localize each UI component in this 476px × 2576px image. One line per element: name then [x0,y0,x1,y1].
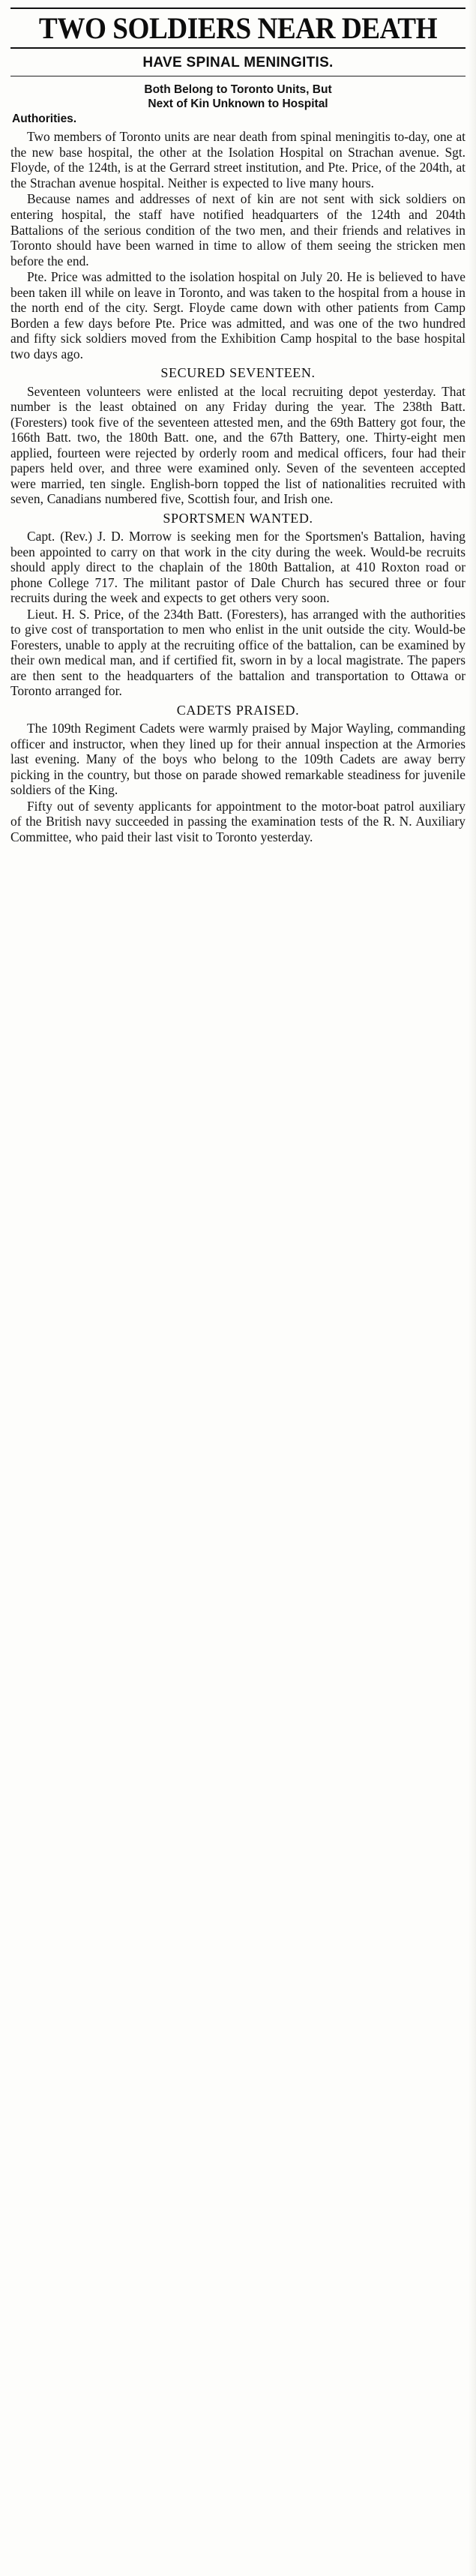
subheading-primary: HAVE SPINAL MENINGITIS. [142,54,334,70]
section-paragraph-secured-seventeen-1: Seventeen volunteers were enlisted at the local recruiting depot yesterday. That number is the least obtained on any Friday during the year. The 238th Batt. (Foresters) took five of the seventeen attested men, and the 69th Battery got four, the 166th Batt. two, the 180th Batt. one, and the 67th Battery, one. Thirty-eight men applied, fourteen were rejected by orderly room and medical officers, four had their papers held over, and three were examined only. Seven of the seventeen accepted were married, ten single. English-born topped the list of nationalities recruited with seven, Canadians numbered five, Scottish four, and Irish one. [10,383,466,507]
lead-paragraph-2: Because names and addresses of next of kin are not sent with sick soldiers on entering hospital, the staff have notified headquarters of the 124th and 204th Battalions of the serious condition of the two men, and their friends and relatives in Toronto should have been warned in time to allow of them seeing the stricken men before the end. [10,191,466,268]
section-paragraph-cadets-praised-1: The 109th Regiment Cadets were warmly praised by Major Wayling, commanding officer and instructor, when they lined up for their annual inspection at the Armories last evening. Many of the boys who belong to the 109th Cadets are away berry picking in the country, but those on parade showed remarkable steadiness for juvenile soldiers of the King. [10,721,466,798]
subheading-secondary-line-2: Next of Kin Unknown to Hospital [148,97,328,111]
lead-paragraph-1: Two members of Toronto units are near death from spinal meningitis to-day, one at the new base hospital, the other at the Isolation Hospital on Strachan avenue. Sgt. Floyde, of the 124th, is at the Gerrard street institution, and Pte. Price, of the 204th, at the Strachan avenue hospital. Neither is expected to live many hours. [10,129,466,190]
section-paragraph-sportsmen-wanted-2: Lieut. H. S. Price, of the 234th Batt. (Foresters), has arranged with the authorities to give cost of transportation to men who enlist in the unit outside the city. Would-be Foresters, unable to apply at the recruiting office of the battalion, can be examined by their own medical man, and if certified fit, sworn in by a local magistrate. The papers are then sent to the headquarters of the battalion and transportation to Ottawa or Toronto arranged for. [10,606,466,699]
subheading-secondary-line-1: Both Belong to Toronto Units, But [144,82,332,96]
section-heading-cadets-praised: CADETS PRAISED. [176,702,300,718]
top-rule [10,7,466,9]
subheading-secondary [10,82,466,127]
subheading-secondary-line-3: Authorities. [12,112,77,125]
page-title: TWO SOLDIERS NEAR DEATH [38,11,438,45]
article-body [10,129,466,844]
section-paragraph-cadets-praised-2: Fifty out of seventy applicants for appointment to the motor-boat patrol auxiliary of the British navy succeeded in passing the examination tests of the R. N. Auxiliary Committee, who paid their last visit to Toronto yesterday. [10,798,466,844]
section-heading-sportsmen-wanted: SPORTSMEN WANTED. [163,510,313,526]
section-heading-secured-seventeen: SECURED SEVENTEEN. [160,365,316,381]
lead-paragraph-3: Pte. Price was admitted to the isolation hospital on July 20. He is believed to have been taken ill while on leave in Toronto, and was taken to the hospital from a house in the north end of the city. Sergt. Floyde came down with other patients from Camp Borden a few days before Pte. Price was admitted, and was one of the two hundred and fifty sick soldiers moved from the Exhibition Camp hospital to the base hospital two days ago. [10,269,466,361]
scan-edge-shadow [469,0,476,2576]
section-paragraph-sportsmen-wanted-1: Capt. (Rev.) J. D. Morrow is seeking men for the Sportsmen's Battalion, having been appointed to carry on that work in the city during the week. Would-be recruits should apply direct to the chaplain of the 180th Battalion, at 410 Roxton road or phone College 717. The militant pastor of Dale Church has secured three or four recruits during the week and expects to get others very soon. [10,529,466,606]
headline-rule [10,47,466,49]
